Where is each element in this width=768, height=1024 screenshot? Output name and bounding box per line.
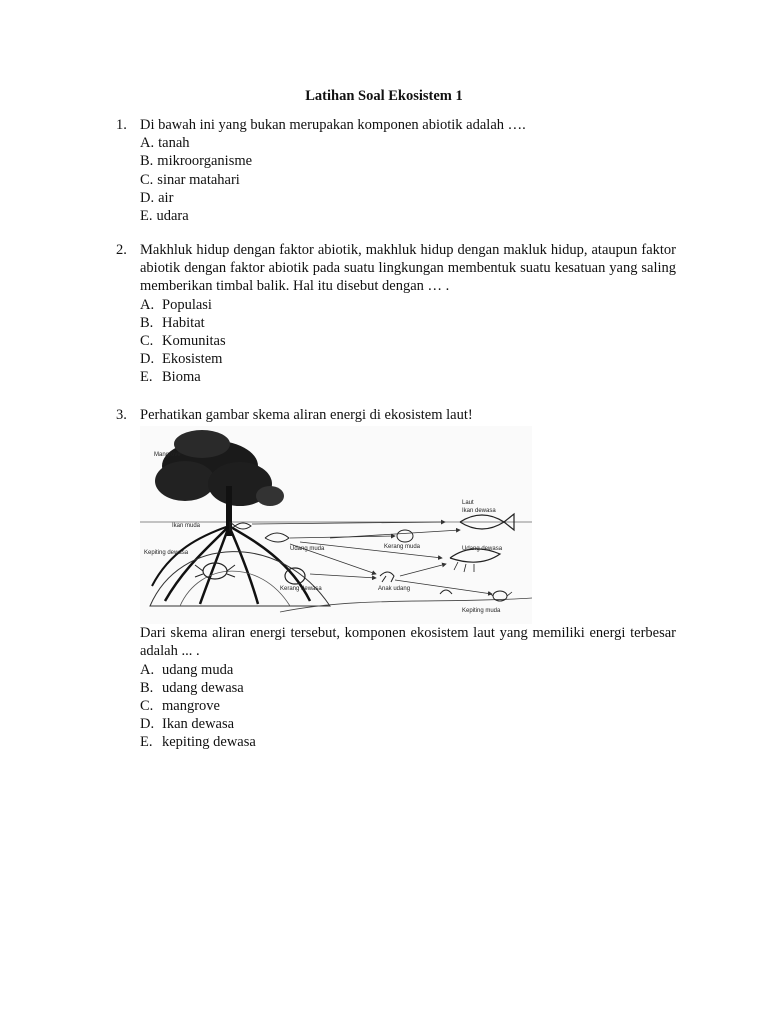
option-c: C. mangrove <box>140 698 220 715</box>
option-d: D. Ekosistem <box>140 351 223 368</box>
question-text: Makhluk hidup dengan faktor abiotik, makhluk hidup dengan makluk hidup, ataupun faktor abiotik dengan faktor abiotik pada suatu lingkungan membentuk suatu kesatuan yang saling memberikan timbal balik. Hal itu disebut dengan … . <box>140 242 676 295</box>
label-laut: Laut <box>462 500 474 507</box>
option-e: E. Bioma <box>140 369 201 386</box>
option-d: D. air <box>140 189 174 206</box>
option-e: E. udara <box>140 208 189 225</box>
option-b: B. udang dewasa <box>140 679 244 696</box>
label-mangrove: Mangrove <box>154 452 181 459</box>
label-kerang-muda: Kerang muda <box>384 544 421 551</box>
option-b: B. Habitat <box>140 314 205 331</box>
option-e: E. kepiting dewasa <box>140 734 256 751</box>
question-text: Di bawah ini yang bukan merupakan komponen abiotik adalah …. <box>140 117 526 133</box>
label-anak-udang: Anak udang <box>378 586 411 593</box>
question-2 <box>116 241 676 387</box>
option-a: A. udang muda <box>140 661 234 678</box>
energy-flow-figure <box>140 426 532 624</box>
label-kepiting-dewasa: Kepiting dewasa <box>144 550 189 557</box>
question-followup-text: Dari skema aliran energi tersebut, komponen ekosistem laut yang memiliki energi terbesar adalah ... . <box>140 625 676 660</box>
label-kerang-dewasa: Kerang dewasa <box>280 586 322 593</box>
option-c: C. Komunitas <box>140 333 226 350</box>
option-a: A. Populasi <box>140 296 212 313</box>
question-1 <box>116 116 676 225</box>
option-a: A. tanah <box>140 135 190 152</box>
question-text: Perhatikan gambar skema aliran energi di ekosistem laut! <box>140 407 473 423</box>
option-b: B. mikroorganisme <box>140 153 253 170</box>
option-c: C. sinar matahari <box>140 171 240 188</box>
page-title: Latihan Soal Ekosistem 1 <box>305 88 463 104</box>
question-3 <box>116 406 676 752</box>
label-kepiting-muda: Kepiting muda <box>462 608 501 615</box>
option-d: D. Ikan dewasa <box>140 716 235 733</box>
label-ikan-muda: Ikan muda <box>172 523 201 530</box>
marine-ecosystem-diagram <box>140 426 532 624</box>
question-number: 1. <box>116 117 127 133</box>
question-number: 2. <box>116 242 127 258</box>
label-ikan-dewasa: Ikan dewasa <box>462 508 496 515</box>
label-udang-muda: Udang muda <box>290 546 325 553</box>
label-udang-dewasa: Udang dewasa <box>462 546 503 553</box>
question-number: 3. <box>116 407 127 423</box>
